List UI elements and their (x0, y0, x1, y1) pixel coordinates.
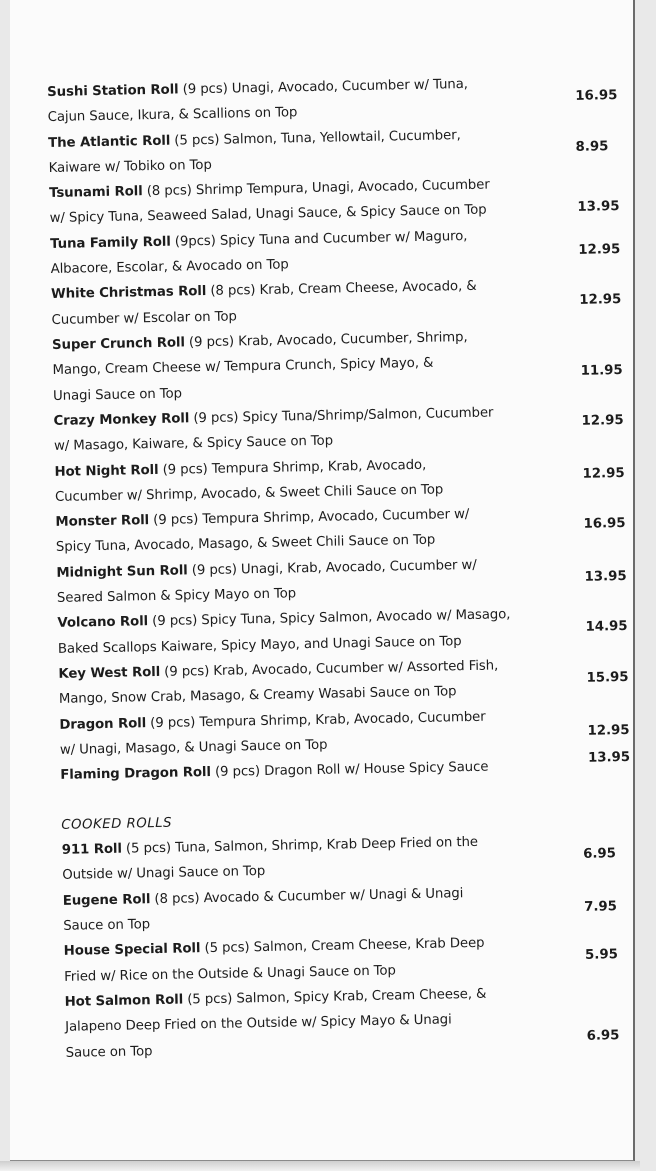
menu-page (10, 0, 635, 1162)
page-bottom-edge (0, 1161, 640, 1171)
item-description-continued: Cucumber w/ Shrimp, Avocado, & Sweet Chili Sauce on Top (54, 482, 444, 505)
item-price: 12.95 (587, 722, 630, 739)
menu-item-hot-salmon-roll (64, 979, 635, 1066)
item-name: Hot Salmon Roll (64, 992, 184, 1010)
item-description-continued: Fried w/ Rice on the Outside & Unagi Sauce on Top (64, 963, 396, 985)
item-price: 16.95 (583, 516, 626, 532)
item-name: House Special Roll (63, 941, 201, 960)
item-description: (5 pcs) Salmon, Spicy Krab, Cream Cheese, & (182, 986, 487, 1008)
item-description-continued: Sauce on Top (65, 1043, 153, 1061)
item-description: (9 pcs) Tempura Shrimp, Krab, Avocado, Cucumber (145, 709, 486, 731)
item-price: 6.95 (583, 846, 617, 862)
item-description: (9pcs) Spicy Tuna and Cucumber w/ Maguro, (170, 228, 468, 250)
item-price: 15.95 (586, 669, 629, 686)
item-description: (9 pcs) Krab, Avocado, Cucumber w/ Assorted Fish, (159, 658, 499, 680)
item-description: (9 pcs) Spicy Tuna/Shrimp/Salmon, Cucumber (189, 405, 494, 427)
item-name: Volcano Roll (57, 614, 149, 632)
item-description-continued: Unagi Sauce on Top (52, 386, 183, 404)
section-heading-cooked-rolls: COOKED ROLLS (61, 815, 173, 833)
item-name: Sushi Station Roll (47, 82, 179, 100)
item-description-continued: Jalapeno Deep Fried on the Outside w/ Spicy Mayo & Unagi (65, 1012, 452, 1036)
item-price: 5.95 (584, 947, 619, 964)
item-price: 13.95 (577, 199, 620, 216)
item-description-continued: Sauce on Top (63, 917, 151, 934)
item-description-continued: Seared Salmon & Spicy Mayo on Top (56, 586, 297, 606)
item-description-continued: Spicy Tuna, Avocado, Masago, & Sweet Chili Sauce on Top (55, 533, 436, 556)
item-description-continued: Kaiware w/ Tobiko on Top (48, 157, 212, 176)
menu-content (47, 69, 636, 1066)
item-price: 12.95 (581, 412, 624, 429)
item-description-continued: Albacore, Escolar, & Avocado on Top (50, 257, 289, 278)
item-description: (5 pcs) Tuna, Salmon, Shrimp, Krab Deep Fried on the (121, 834, 479, 857)
item-description: (5 pcs) Salmon, Cream Cheese, Krab Deep (200, 936, 485, 957)
item-description: (9 pcs) Unagi, Avocado, Cucumber w/ Tuna, (178, 76, 469, 98)
item-name: 911 Roll (61, 841, 123, 858)
item-description: (8 pcs) Avocado & Cucumber w/ Unagi & Unagi (150, 885, 464, 907)
item-name: Key West Roll (58, 664, 161, 682)
item-description-continued: w/ Masago, Kaiware, & Spicy Sauce on Top (53, 433, 334, 455)
item-price: 12.95 (579, 292, 622, 309)
item-name: Flaming Dragon Roll (60, 765, 212, 783)
item-description: (9 pcs) Unagi, Krab, Avocado, Cucumber w/ (187, 557, 477, 579)
item-description-continued: Cucumber w/ Escolar on Top (51, 309, 237, 328)
item-name: Crazy Monkey Roll (53, 411, 190, 429)
item-description: (5 pcs) Salmon, Tuna, Yellowtail, Cucumber, (170, 127, 461, 149)
item-name: Tsunami Roll (49, 184, 143, 202)
item-description: (9 pcs) Krab, Avocado, Cucumber, Shrimp, (184, 329, 468, 351)
item-name: Super Crunch Roll (51, 335, 186, 353)
item-description-continued: Cajun Sauce, Ikura, & Scallions on Top (47, 105, 298, 126)
item-description: (8 pcs) Shrimp Tempura, Unagi, Avocado, Cucumber (142, 177, 490, 200)
item-name: Hot Night Roll (54, 462, 159, 480)
item-description: (9 pcs) Dragon Roll w/ House Spicy Sauce (210, 759, 489, 781)
item-name: Tuna Family Roll (50, 234, 171, 252)
menu-item-super-crunch-roll (52, 322, 623, 409)
item-name: Eugene Roll (62, 891, 151, 909)
item-name: Dragon Roll (59, 715, 147, 733)
item-price: 13.95 (584, 568, 627, 585)
item-name: Monster Roll (55, 513, 150, 531)
item-price: 13.95 (587, 750, 631, 766)
item-description-continued: Mango, Cream Cheese w/ Tempura Crunch, Spicy Mayo, & (52, 355, 434, 379)
item-description: (9 pcs) Tempura Shrimp, Avocado, Cucumber w/ (148, 507, 470, 529)
item-description: (9 pcs) Spicy Tuna, Spicy Salmon, Avocado w/ Masago, (147, 607, 511, 630)
item-description: (9 pcs) Tempura Shrimp, Krab, Avocado, (158, 457, 427, 478)
item-description-continued: w/ Spicy Tuna, Seaweed Salad, Unagi Sauce, & Spicy Sauce on Top (49, 203, 487, 227)
item-description-continued: w/ Unagi, Masago, & Unagi Sauce on Top (59, 737, 328, 758)
item-price: 11.95 (580, 362, 623, 379)
item-price: 7.95 (584, 898, 618, 915)
item-price: 8.95 (575, 138, 609, 155)
item-description-continued: Baked Scallops Kaiware, Spicy Mayo, and Unagi Sauce on Top (57, 633, 462, 657)
item-description-continued: Outside w/ Unagi Sauce on Top (62, 864, 266, 884)
item-price: 16.95 (575, 88, 618, 104)
item-price: 12.95 (582, 465, 625, 482)
item-price: 12.95 (578, 241, 621, 258)
item-name: White Christmas Roll (50, 284, 207, 303)
item-description-continued: Mango, Snow Crab, Masago, & Creamy Wasabi Sauce on Top (58, 684, 457, 708)
item-price: 6.95 (586, 1028, 620, 1044)
item-name: Midnight Sun Roll (56, 563, 188, 581)
item-description: (8 pcs) Krab, Cream Cheese, Avocado, & (206, 279, 477, 300)
item-name: The Atlantic Roll (48, 133, 171, 151)
item-price: 14.95 (585, 619, 628, 636)
